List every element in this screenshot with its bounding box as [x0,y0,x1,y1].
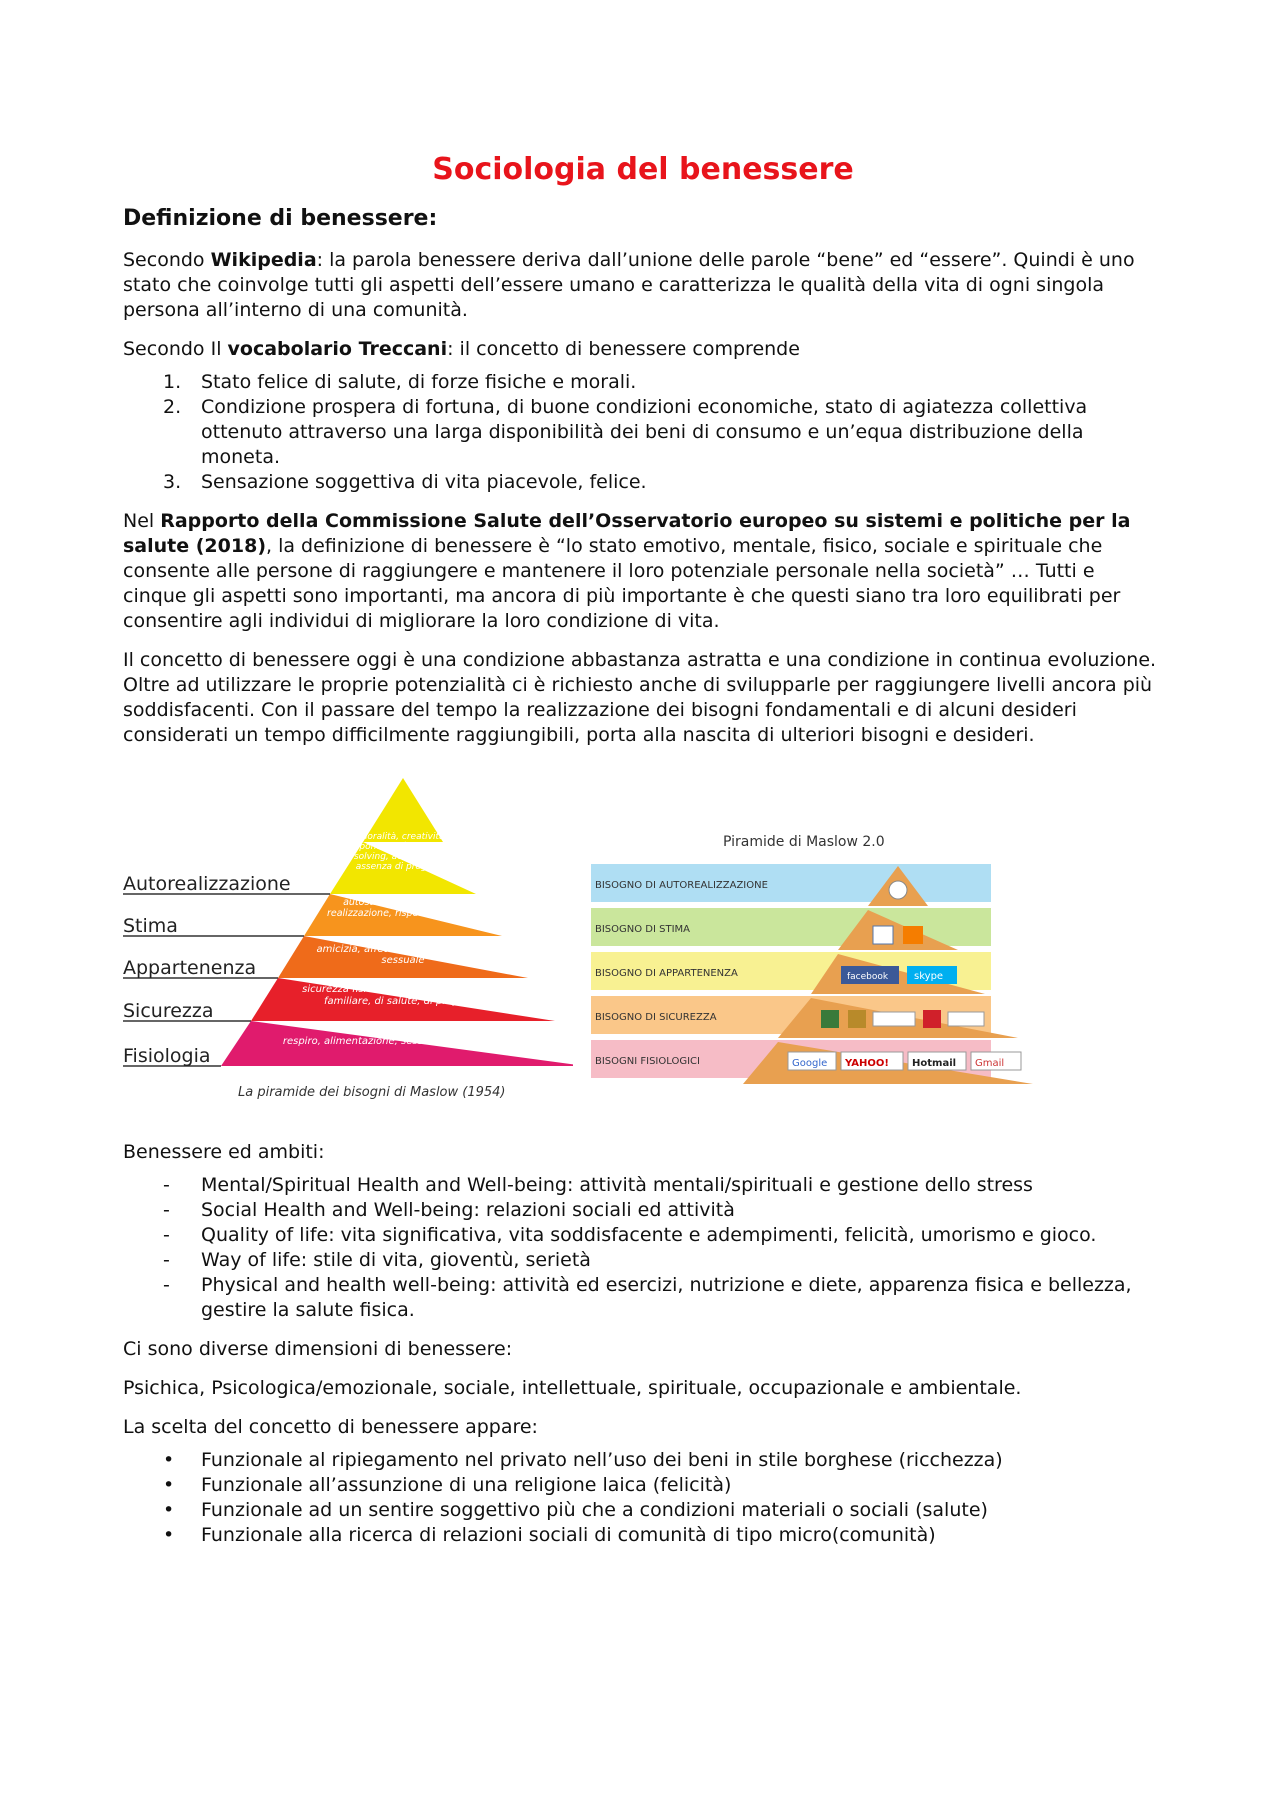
list-text: Funzionale all’assunzione di una religione laica (felicità) [201,1474,732,1496]
label-appartenenza: Appartenenza [123,957,257,979]
wiki-bold: Wikipedia [210,249,317,271]
list-item [123,1248,1163,1273]
hotmail-text: Hotmail [912,1058,957,1069]
wiki-rest: : la parola benessere deriva dall’unione delle parole “bene” ed “essere”. Quindi è uno stato che coinvolge tutti gli aspetti dell’essere umano e caratterizza le qualità della vita di ogni singola persona all’interno di una comunità. [123,249,1135,321]
wikipedia-icon [889,881,907,899]
page-title: Sociologia del benessere [432,152,854,187]
list-item [123,1198,1163,1223]
dimensioni-intro: Ci sono diverse dimensioni di benessere: [123,1338,513,1360]
level-3-text: amicizia, affetto familiare, intimità sessuale [316,944,490,966]
row-label: BISOGNO DI SICUREZZA [595,1012,717,1023]
security-icon [848,1010,866,1028]
row-label: BISOGNO DI APPARTENENZA [595,968,738,979]
ambiti-list [123,1173,1163,1323]
list-text: Way of life: stile di vita, gioventù, serietà [201,1249,591,1271]
ambiti-intro: Benessere ed ambiti: [123,1141,325,1163]
list-text: Quality of life: vita significativa, vita soddisfacente e adempimenti, felicità, umorismo e gioco. [201,1224,1097,1246]
level-1-text: moralità, creatività, spontaneità, problem solving, accettazione, assenza di pregiudizi [353,832,452,872]
treccani-paragraph [123,337,1163,362]
section-heading: Definizione di benessere: [123,206,438,231]
list-bullet: • [163,1474,175,1496]
treccani-list [123,370,1163,495]
document-body [123,150,1163,1548]
level-3-text-box [308,944,498,974]
list-item [123,370,1163,395]
level-2-text: autostima, autocontrollo, realizzazione, rispetto reciproco [326,898,480,919]
level-1-text-box [349,832,457,894]
list-bullet: • [163,1524,175,1546]
list-dash: - [163,1274,170,1296]
list-item [123,1273,1163,1323]
wiki-lead: Secondo [123,249,211,271]
row-label: BISOGNO DI AUTOREALIZZAZIONE [595,880,768,891]
list-text: Stato felice di salute, di forze fisiche e morali. [201,371,637,393]
label-stima: Stima [123,915,178,937]
list-item [123,1473,1163,1498]
treccani-rest: : il concetto di benessere comprende [447,338,800,360]
list-item [123,1173,1163,1198]
list-text: Condizione prospera di fortuna, di buone condizioni economiche, stato di agiatezza collettiva ottenuto attraverso una larga disponibilità dei beni di consumo e un’equa distribuzione della moneta. [201,396,1088,468]
list-item [123,470,1163,495]
maslow-caption: La piramide dei bisogni di Maslow (1954) [238,1085,506,1100]
maslow-2-figure [573,826,1033,1116]
wordpress-icon [873,926,893,944]
blogger-icon [903,926,923,944]
list-text: Funzionale alla ricerca di relazioni sociali di comunità di tipo micro(comunità) [201,1524,936,1546]
rapporto-lead: Nel [123,510,161,532]
wikipedia-paragraph [123,248,1163,323]
security-icon [873,1012,915,1026]
scelta-list [123,1448,1163,1548]
level-5-text: respiro, alimentazione, sesso, sonno, omeostasi [282,1036,524,1047]
list-item [123,1448,1163,1473]
list-text: Funzionale ad un sentire soggettivo più che a condizioni materiali o sociali (salute) [201,1499,988,1521]
list-item [123,1523,1163,1548]
treccani-lead: Secondo Il [123,338,228,360]
list-dash: - [163,1199,170,1221]
list-dash: - [163,1224,170,1246]
list-item [123,1223,1163,1248]
list-text: Social Health and Well-being: relazioni sociali ed attività [201,1199,735,1221]
list-text: Physical and health well-being: attività ed esercizi, nutrizione e diete, apparenza fisica e bellezza, gestire la salute fisica. [201,1274,1132,1321]
label-sicurezza: Sicurezza [123,1000,214,1022]
rapporto-bold: Rapporto della Commissione Salute dell’Osservatorio europeo su sistemi e politiche per la salute (2018) [123,510,1131,557]
treccani-bold: vocabolario Treccani [227,338,448,360]
level-4-text: sicurezza fisica, di occupazione, morale, familiare, di salute, di proprietà [302,984,504,1007]
rapporto-paragraph [123,509,1163,634]
list-number: 2. [163,396,182,418]
concetto-paragraph: Il concetto di benessere oggi è una condizione abbastanza astratta e una condizione in continua evoluzione. Oltre ad utilizzare le proprie potenzialità ci è richiesto anche di svilupparle per raggiungere livelli ancora più soddisfacenti. Con il passare del tempo la realizzazione dei bisogni fondamentali e di alcuni desideri considerati un tempo difficilmente raggiungibili, porta alla nascita di ulteriori bisogni e desideri. [123,649,1157,746]
list-number: 3. [163,471,182,493]
list-item [123,395,1163,470]
list-dash: - [163,1249,170,1271]
level-2-text-box [323,898,483,934]
list-text: Funzionale al ripiegamento nel privato nell’uso dei beni in stile borghese (ricchezza) [201,1449,1003,1471]
row-label: BISOGNO DI STIMA [595,924,691,935]
label-autorealizzazione: Autorealizzazione [123,873,291,895]
list-number: 1. [163,371,182,393]
security-icon [821,1010,839,1028]
gmail-text: Gmail [975,1058,1005,1069]
list-text: Sensazione soggettiva di vita piacevole, felice. [201,471,647,493]
security-icon [923,1010,941,1028]
list-item [123,1498,1163,1523]
row-label: BISOGNI FISIOLOGICI [595,1056,700,1067]
list-bullet: • [163,1449,175,1471]
maslow-pyramid-figure [123,766,573,1126]
level-4-text-box [281,984,525,1018]
list-dash: - [163,1174,170,1196]
level-5-text-box [248,1036,558,1056]
yahoo-text: YAHOO! [845,1058,889,1069]
list-text: Mental/Spiritual Health and Well-being: attività mentali/spirituali e gestione dello stress [201,1174,1033,1196]
google-text: Google [792,1058,828,1069]
scelta-intro: La scelta del concetto di benessere appare: [123,1416,538,1438]
list-bullet: • [163,1499,175,1521]
label-fisiologia: Fisiologia [123,1045,211,1067]
dimensioni-text: Psichica, Psicologica/emozionale, sociale, intellettuale, spirituale, occupazionale e ambientale. [123,1377,1022,1399]
figures-row [123,766,1163,1126]
facebook-text: facebook [847,972,889,982]
skype-text: skype [914,971,944,982]
security-icon [948,1012,984,1026]
rapporto-rest: , la definizione di benessere è “lo stato emotivo, mentale, fisico, sociale e spirituale che consente alle persone di raggiungere e mantenere il loro potenziale personale nella società” … Tutti e cinque gli aspetti sono importanti, ma ancora di più importante è che questi siano tra loro equilibrati per consentire agli individui di migliorare la loro condizione di vita. [123,535,1121,632]
maslow2-title: Piramide di Maslow 2.0 [723,834,885,850]
